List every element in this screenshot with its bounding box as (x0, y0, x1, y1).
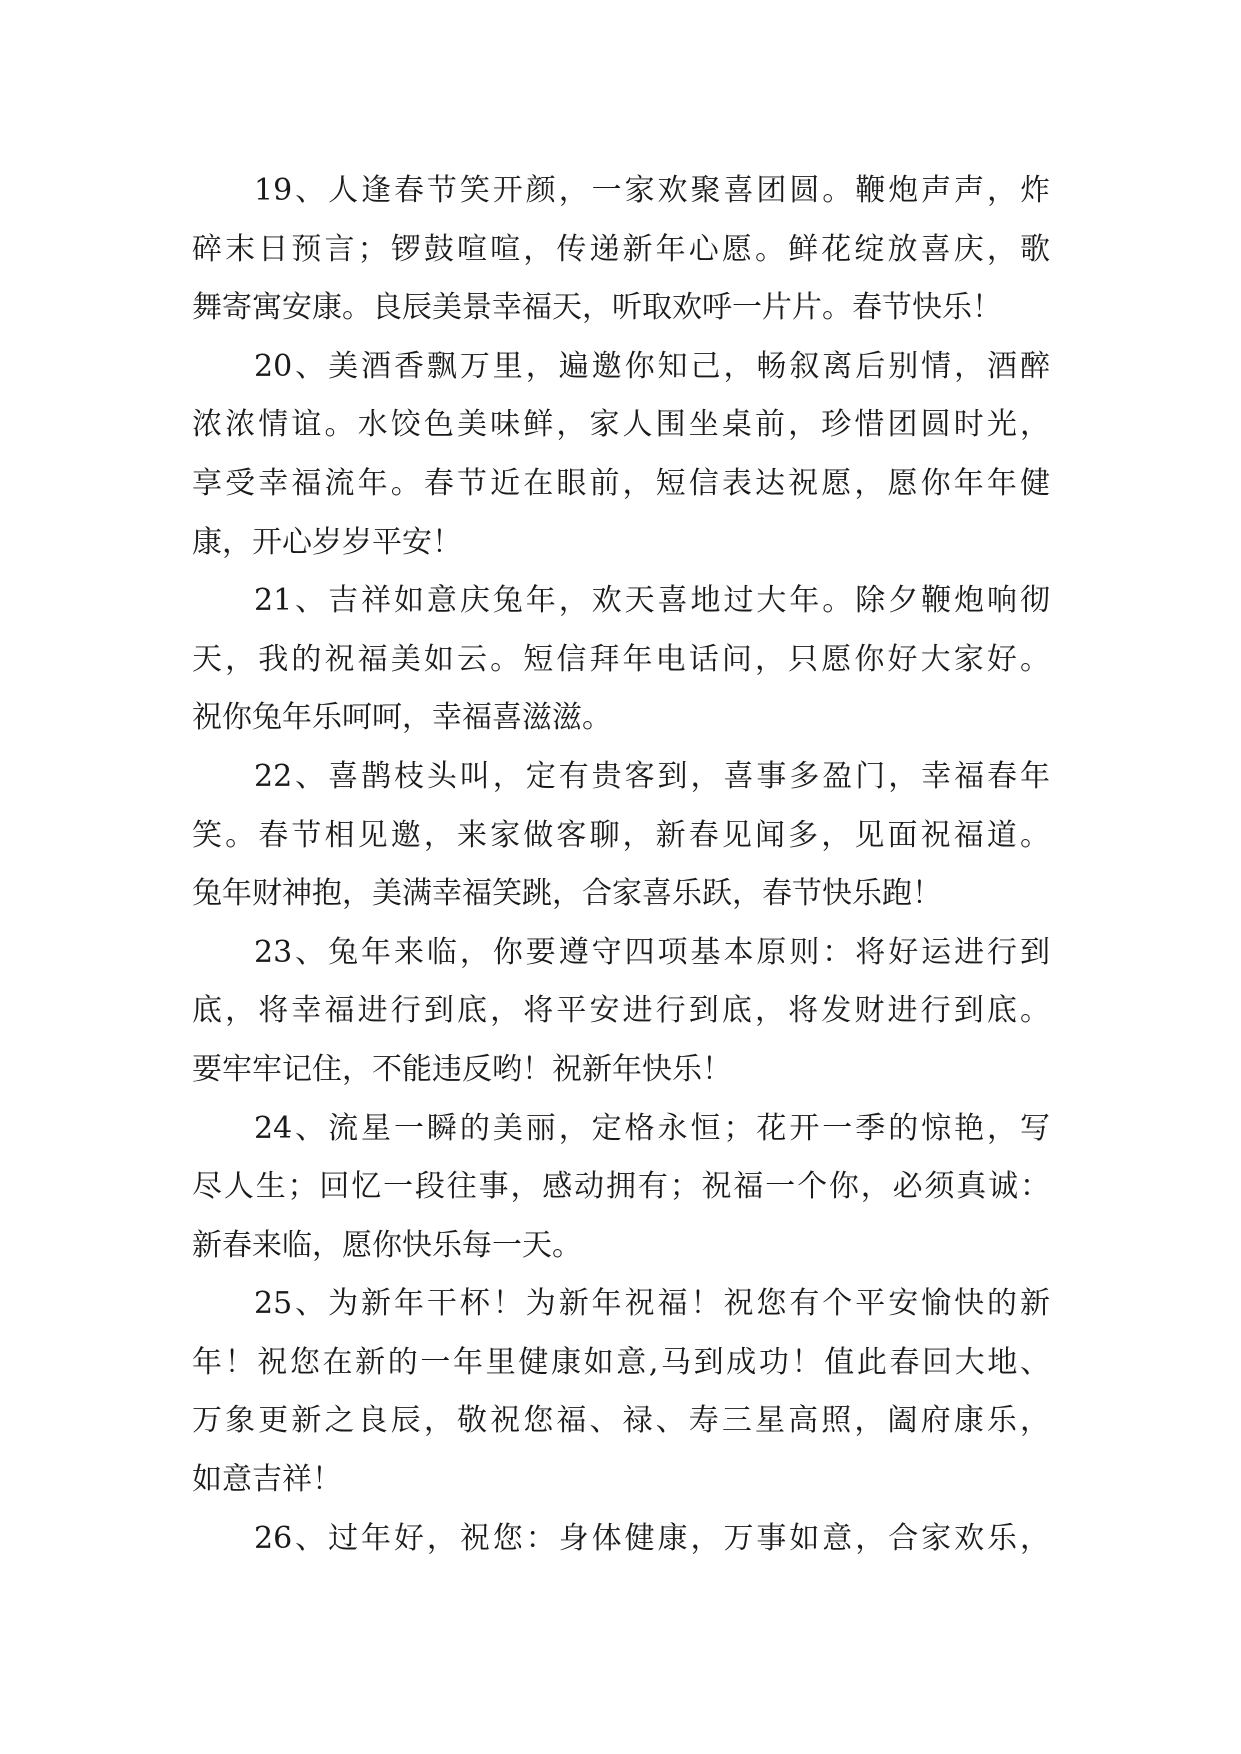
text-line: 享受幸福流年。春节近在眼前，短信表达祝愿，愿你年年健 (192, 465, 1050, 501)
wish-paragraph-23 (192, 924, 1050, 1100)
text-line: 底，将幸福进行到底，将平安进行到底，将发财进行到底。 (192, 993, 1050, 1029)
text-line: 年！祝您在新的一年里健康如意,马到成功！值此春回大地、 (192, 1344, 1050, 1380)
wish-paragraph-22 (192, 748, 1050, 924)
wish-paragraph-19 (192, 162, 1050, 338)
text-line: 22、喜鹊枝头叫，定有贵客到，喜事多盈门，幸福春年 (254, 758, 1050, 794)
wish-paragraph-25 (192, 1275, 1050, 1509)
text-line: 如意吉祥！ (192, 1462, 342, 1498)
text-line: 笑。春节相见邀，来家做客聊，新春见闻多，见面祝福道。 (192, 817, 1050, 853)
text-line: 26、过年好，祝您：身体健康，万事如意，合家欢乐， (254, 1520, 1050, 1556)
text-line: 要牢牢记住，不能违反哟！祝新年快乐！ (192, 1051, 732, 1087)
text-line: 浓浓情谊。水饺色美味鲜，家人围坐桌前，珍惜团圆时光， (192, 407, 1050, 443)
text-line: 康，开心岁岁平安！ (192, 524, 462, 560)
document-body (192, 162, 1050, 1568)
wish-paragraph-24 (192, 1100, 1050, 1276)
text-line: 祝你兔年乐呵呵，幸福喜滋滋。 (192, 700, 612, 736)
text-line: 天，我的祝福美如云。短信拜年电话问，只愿你好大家好。 (192, 641, 1050, 677)
text-line: 25、为新年干杯！为新年祝福！祝您有个平安愉快的新 (254, 1286, 1050, 1322)
text-line: 新春来临，愿你快乐每一天。 (192, 1227, 582, 1263)
text-line: 19、人逢春节笑开颜，一家欢聚喜团圆。鞭炮声声，炸 (254, 173, 1050, 208)
wish-paragraph-26 (192, 1510, 1050, 1569)
text-line: 万象更新之良辰，敬祝您福、禄、寿三星高照，阖府康乐， (192, 1403, 1050, 1439)
text-line: 尽人生；回忆一段往事，感动拥有；祝福一个你，必须真诚： (192, 1169, 1050, 1205)
wish-paragraph-21 (192, 572, 1050, 748)
text-line: 20、美酒香飘万里，遍邀你知己，畅叙离后别情，酒醉 (254, 348, 1050, 384)
text-line: 兔年财神抱，美满幸福笑跳，合家喜乐跃，春节快乐跑！ (192, 876, 942, 912)
text-line: 碎末日预言；锣鼓喧喧，传递新年心愿。鲜花绽放喜庆，歌 (192, 231, 1050, 267)
text-line: 23、兔年来临，你要遵守四项基本原则：将好运进行到 (254, 934, 1050, 970)
text-line: 24、流星一瞬的美丽，定格永恒；花开一季的惊艳，写 (254, 1110, 1050, 1146)
wish-paragraph-20 (192, 338, 1050, 572)
text-line: 21、吉祥如意庆兔年，欢天喜地过大年。除夕鞭炮响彻 (254, 583, 1050, 619)
text-line: 舞寄寓安康。良辰美景幸福天，听取欢呼一片片。春节快乐！ (192, 290, 1002, 326)
